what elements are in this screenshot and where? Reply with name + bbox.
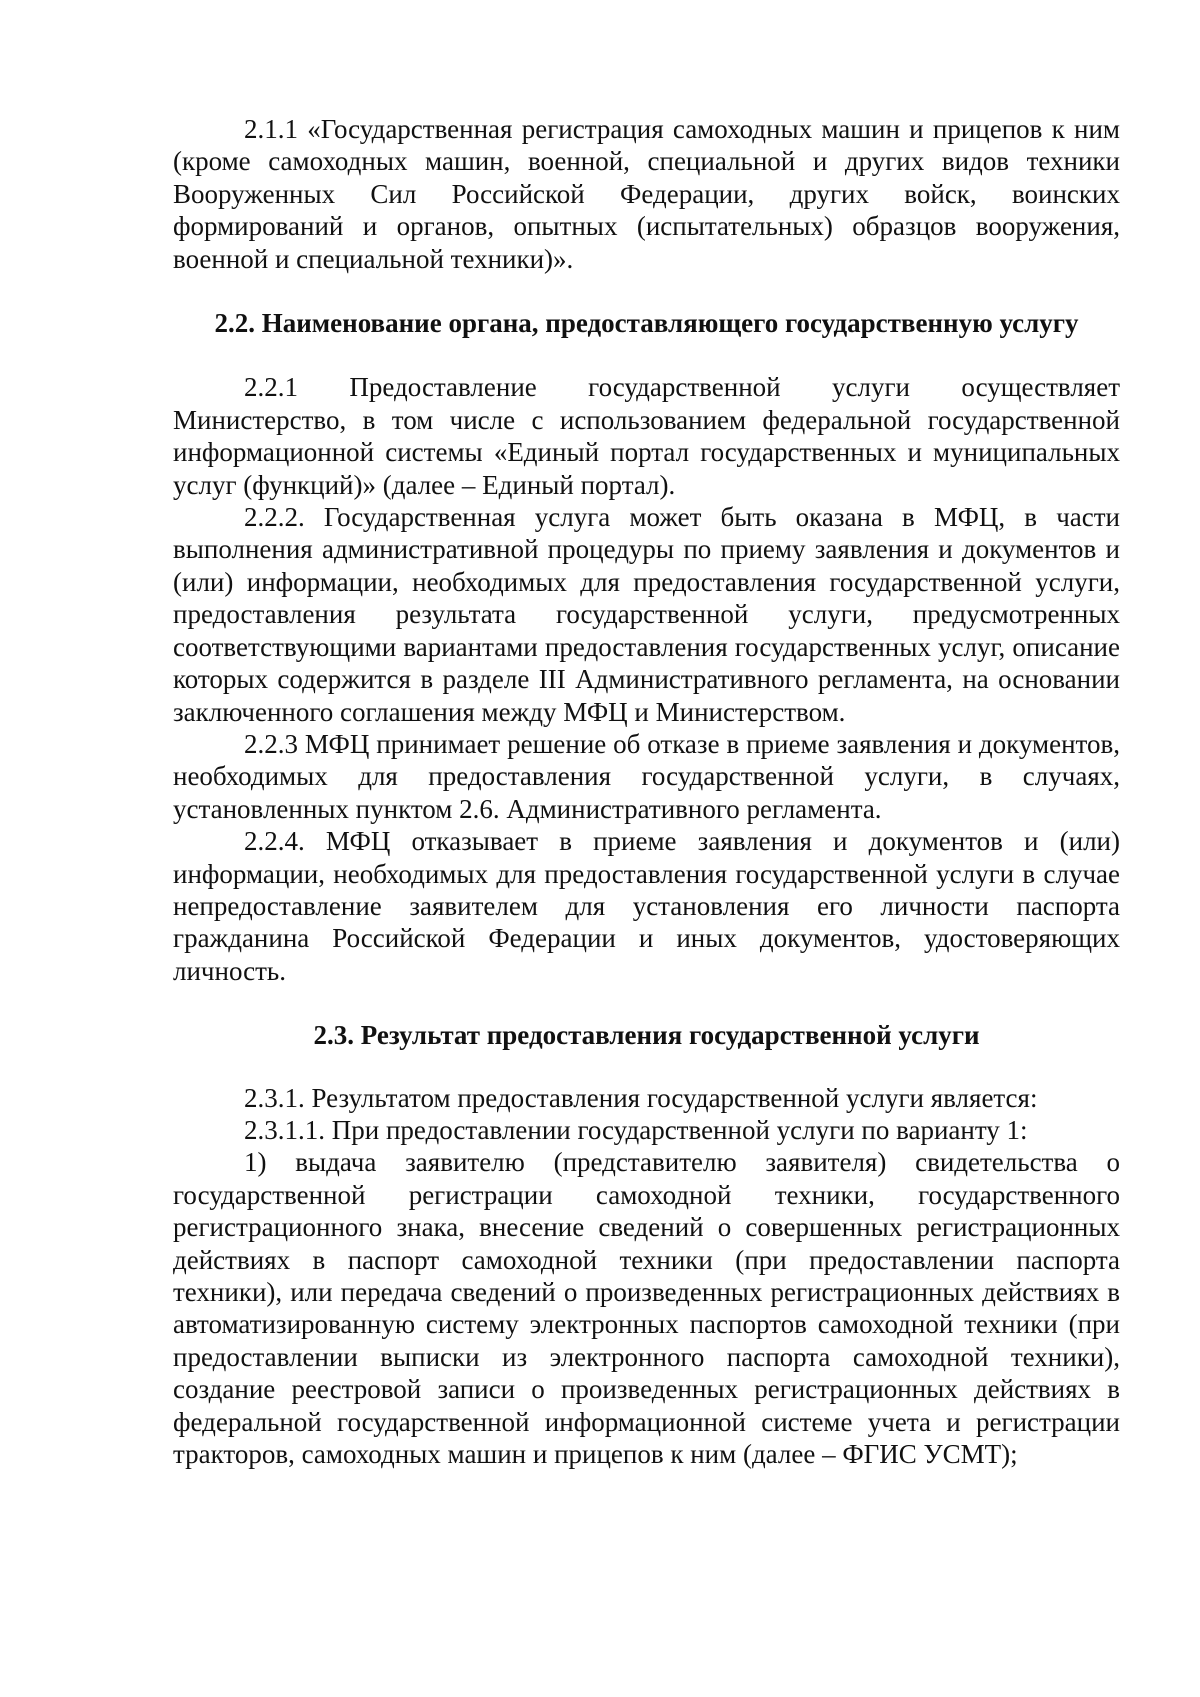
paragraph-2-2-3: 2.2.3 МФЦ принимает решение об отказе в приеме заявления и документов, необходимых для предоставления государственной услуги, в случаях, установленных пунктом 2.6. Административного регламента. — [173, 728, 1120, 824]
paragraph-2-2-4: 2.2.4. МФЦ отказывает в приеме заявления и документов и (или) информации, необходимых для предоставления государственной услуги в случае непредоставление заявителем для установления его личности паспорта гражданина Российской Федерации и иных документов, удостоверяющих личность. — [173, 826, 1120, 986]
paragraph-item-1: 1) выдача заявителю (представителю заявителя) свидетельства о государственной регистрации самоходной техники, государственного регистрационного знака, внесение сведений о совершенных регистрационных действиях в паспорт самоходной техники (при предоставлении паспорта техники), или передача сведений о произведенных регистрационных действиях в автоматизированную систему электронных паспортов самоходной техники (при предоставлении выписки из электронного паспорта самоходной техники), создание реестровой записи о произведенных регистрационных действиях в федеральной государственной информационной системе учета и регистрации тракторов, самоходных машин и прицепов к ним (далее – ФГИС УСМТ); — [173, 1147, 1120, 1470]
paragraph-2-3-1-1: 2.3.1.1. При предоставлении государственной услуги по варианту 1: — [244, 1114, 1028, 1145]
paragraph-2-1-1: 2.1.1 «Государственная регистрация самоходных машин и прицепов к ним (кроме самоходных машин, военной, специальной и других видов техники Вооруженных Сил Российской Федерации, других войск, воинских формирований и органов, опытных (испытательных) образцов вооружения, военной и специальной техники)». — [173, 114, 1120, 274]
document-page — [173, 113, 1120, 1470]
paragraph-2-2-1: 2.2.1 Предоставление государственной услуги осуществляет Министерство, в том числе с использованием федеральной государственной информационной системы «Единый портал государственных и муниципальных услуг (функций)» (далее – Единый портал). — [173, 372, 1120, 500]
heading-2-2: 2.2. Наименование органа, предоставляющего государственную услугу — [214, 308, 1079, 339]
paragraph-2-3-1: 2.3.1. Результатом предоставления государственной услуги является: — [244, 1082, 1038, 1113]
heading-2-3: 2.3. Результат предоставления государственной услуги — [313, 1020, 980, 1051]
paragraph-2-2-2: 2.2.2. Государственная услуга может быть оказана в МФЦ, в части выполнения административной процедуры по приему заявления и документов и (или) информации, необходимых для предоставления государственной услуги, предоставления результата государственной услуги, предусмотренных соответствующими вариантами предоставления государственных услуг, описание которых содержится в разделе III Административного регламента, на основании заключенного соглашения между МФЦ и Министерством. — [173, 502, 1120, 727]
